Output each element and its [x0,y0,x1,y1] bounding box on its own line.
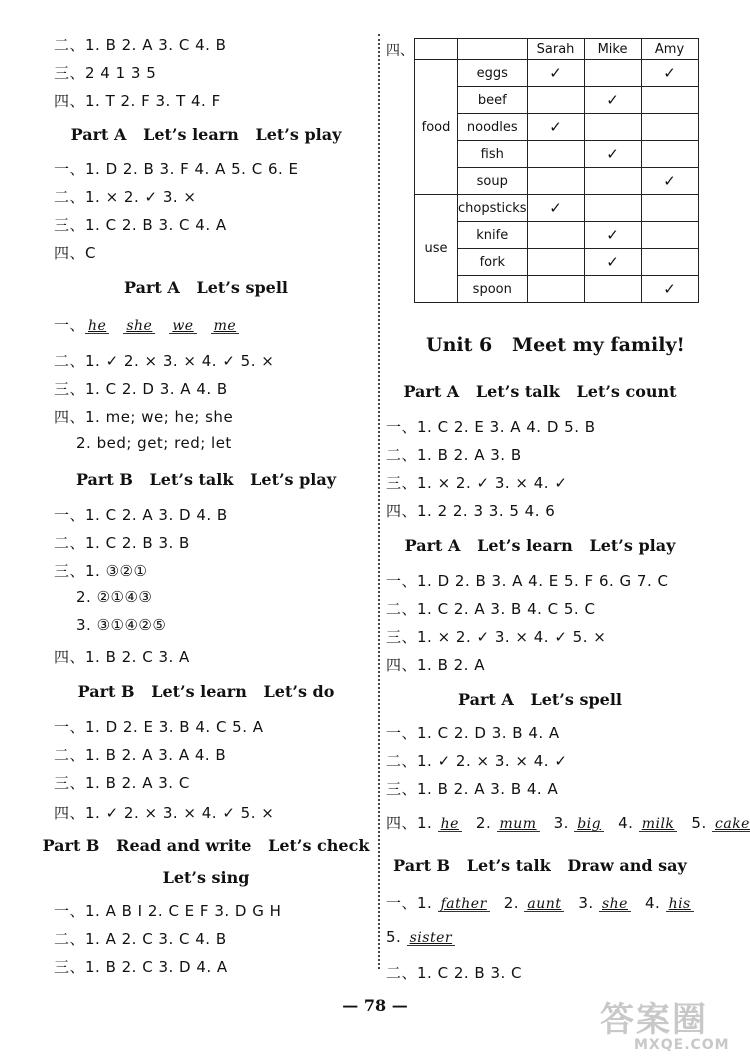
watermark-text: 答案圈 [600,1000,708,1040]
table-row [415,195,699,222]
empty-cell [527,222,584,249]
check-mark-icon: ✓ [527,114,584,141]
handwritten-word: she [123,319,155,334]
answer-prefix: 一、 [386,894,418,912]
check-mark-icon: ✓ [641,168,698,195]
answer-line: 二、1. B 2. A 3. B [386,446,522,464]
table-row [415,222,699,249]
empty-cell [641,222,698,249]
section-heading: Part A Let’s spell [458,690,622,709]
handwritten-word: cake [712,817,750,832]
answer-line: 四、1. ✓ 2. × 3. × 4. ✓ 5. × [54,804,275,822]
table-row [415,168,699,195]
column-header-mike: Mike [584,39,641,60]
handwritten-answer [417,894,490,912]
answer-line: 二、1. B 2. A 3. A 4. B [54,746,227,764]
column-divider [378,34,380,969]
handwritten-answer-line [386,928,469,946]
item-cell: chopsticks [458,195,528,222]
check-mark-icon: ✓ [527,60,584,87]
handwritten-answer [578,894,631,912]
answer-line: 三、1. × 2. ✓ 3. × 4. ✓ [386,474,568,492]
answer-prefix: 一、 [54,316,86,334]
table-corner-cell [458,39,528,60]
category-cell-use: use [415,195,458,303]
answer-number: 5. [386,928,407,946]
handwritten-answer [618,814,677,832]
answer-line: 四、C [54,244,96,262]
category-cell-food: food [415,60,458,195]
answer-line: 2. bed; get; red; let [76,434,232,452]
section-heading: Part A Let’s learn Let’s play [404,536,676,555]
check-mark-icon: ✓ [584,222,641,249]
section-heading: Part B Read and write Let’s check [42,836,370,855]
handwritten-word: he [438,817,462,832]
unit-title: Unit 6 Meet my family! [426,334,685,356]
table-row [415,114,699,141]
table-row [415,141,699,168]
empty-cell [641,195,698,222]
handwritten-word: milk [639,817,678,832]
handwritten-word: we [169,319,196,334]
answer-line: 二、1. A 2. C 3. C 4. B [54,930,227,948]
empty-cell [641,249,698,276]
empty-cell [527,141,584,168]
answer-line: 二、1. C 2. A 3. B 4. C 5. C [386,600,596,618]
answer-number: 4. [618,814,639,832]
handwritten-word: sister [407,931,455,946]
handwritten-answer [123,316,155,334]
item-cell: noodles [458,114,528,141]
handwritten-answer [85,316,109,334]
item-cell: eggs [458,60,528,87]
answer-line: 一、1. D 2. B 3. A 4. E 5. F 6. G 7. C [386,572,669,590]
section-heading: Part A Let’s learn Let’s play [70,125,342,144]
handwritten-word: big [574,817,604,832]
handwritten-answer-line [54,314,253,335]
answer-prefix: 四、 [386,814,418,832]
empty-cell [641,141,698,168]
handwritten-answer [691,814,750,832]
handwritten-answer [645,894,694,912]
handwritten-answer [211,316,240,334]
check-mark-icon: ✓ [641,276,698,303]
handwritten-word: his [666,897,694,912]
check-mark-icon: ✓ [527,195,584,222]
answer-line: 一、1. C 2. E 3. A 4. D 5. B [386,418,596,436]
check-mark-icon: ✓ [584,249,641,276]
answer-line: 四、1. T 2. F 3. T 4. F [54,92,221,110]
answer-number: 2. [475,814,497,832]
answer-line: 一、1. C 2. A 3. D 4. B [54,506,228,524]
column-header-sarah: Sarah [527,39,584,60]
answer-line: 三、1. B 2. A 3. B 4. A [386,780,559,798]
answer-line: 三、1. B 2. C 3. D 4. A [54,958,228,976]
handwritten-answer-line [386,892,708,913]
answer-line: 三、1. C 2. B 3. C 4. A [54,216,227,234]
answer-line: 三、1. ③②① [54,562,148,580]
answer-line: 一、1. A B I 2. C E F 3. D G H [54,902,282,920]
answer-line: 三、1. × 2. ✓ 3. × 4. ✓ 5. × [386,628,607,646]
handwritten-answer [476,814,540,832]
handwritten-answer [169,316,196,334]
empty-cell [527,276,584,303]
answer-line: 二、1. × 2. ✓ 3. × [54,188,197,206]
food-use-table [414,38,699,303]
answer-line: 三、1. C 2. D 3. A 4. B [54,380,228,398]
empty-cell [527,87,584,114]
answer-number: 5. [691,814,712,832]
section-heading: Let’s sing [162,868,250,887]
answer-number: 3. [553,814,575,832]
answer-line: 四、1. me; we; he; she [54,408,234,426]
answer-number: 4. [644,894,666,912]
answer-line: 一、1. C 2. D 3. B 4. A [386,724,560,742]
check-mark-icon: ✓ [584,87,641,114]
item-cell: fork [458,249,528,276]
table-header-row [415,39,699,60]
empty-cell [584,195,641,222]
check-mark-icon: ✓ [641,60,698,87]
empty-cell [641,114,698,141]
check-mark-icon: ✓ [584,141,641,168]
table-row [415,276,699,303]
item-cell: beef [458,87,528,114]
handwritten-word: she [599,897,631,912]
table-row [415,60,699,87]
empty-cell [641,87,698,114]
table-corner-cell [415,39,458,60]
watermark-logo [600,1000,740,1055]
answer-line: 二、1. ✓ 2. × 3. × 4. ✓ 5. × [54,352,275,370]
table-row [415,249,699,276]
handwritten-answer-line [386,812,750,833]
column-header-amy: Amy [641,39,698,60]
section-heading: Part B Let’s talk Draw and say [393,856,687,875]
answer-number: 1. [417,814,438,832]
answer-number: 2. [503,894,525,912]
item-cell: knife [458,222,528,249]
answer-line: 二、1. ✓ 2. × 3. × 4. ✓ [386,752,568,770]
handwritten-answer [417,814,462,832]
answer-number: 3. [578,894,599,912]
answer-line: 二、1. B 2. A 3. C 4. B [54,36,227,54]
handwritten-answer [554,814,605,832]
answer-line: 一、1. D 2. E 3. B 4. C 5. A [54,718,264,736]
handwritten-word: he [85,319,109,334]
empty-cell [527,249,584,276]
section-heading: Part A Let’s spell [124,278,288,297]
answer-line: 二、1. C 2. B 3. B [54,534,190,552]
answer-line: 四、1. B 2. C 3. A [54,648,190,666]
handwritten-word: mum [497,817,540,832]
answer-line: 2. ②①④③ [76,588,153,606]
empty-cell [527,168,584,195]
section-heading: Part A Let’s talk Let’s count [403,382,677,401]
answer-number: 1. [417,894,438,912]
handwritten-answer [504,894,565,912]
table-row [415,87,699,114]
empty-cell [584,276,641,303]
table-question-label: 四、 [386,43,414,59]
item-cell: fish [458,141,528,168]
answer-line: 四、1. B 2. A [386,656,485,674]
handwritten-word: aunt [524,897,564,912]
watermark-url: MXQE.COM [634,1037,730,1053]
item-cell: soup [458,168,528,195]
page-number: — 78 — [342,996,408,1015]
handwritten-word: me [211,319,240,334]
empty-cell [584,114,641,141]
answer-line: 四、1. 2 2. 3 3. 5 4. 6 [386,502,556,520]
handwritten-answer [386,928,455,946]
answer-line: 二、1. C 2. B 3. C [386,964,523,982]
answer-line: 三、2 4 1 3 5 [54,64,157,82]
section-heading: Part B Let’s learn Let’s do [77,682,335,701]
answer-line: 3. ③①④②⑤ [76,616,167,634]
answer-line: 一、1. D 2. B 3. F 4. A 5. C 6. E [54,160,299,178]
empty-cell [584,60,641,87]
item-cell: spoon [458,276,528,303]
answer-line: 三、1. B 2. A 3. C [54,774,190,792]
empty-cell [584,168,641,195]
section-heading: Part B Let’s talk Let’s play [75,470,337,489]
handwritten-word: father [438,897,490,912]
